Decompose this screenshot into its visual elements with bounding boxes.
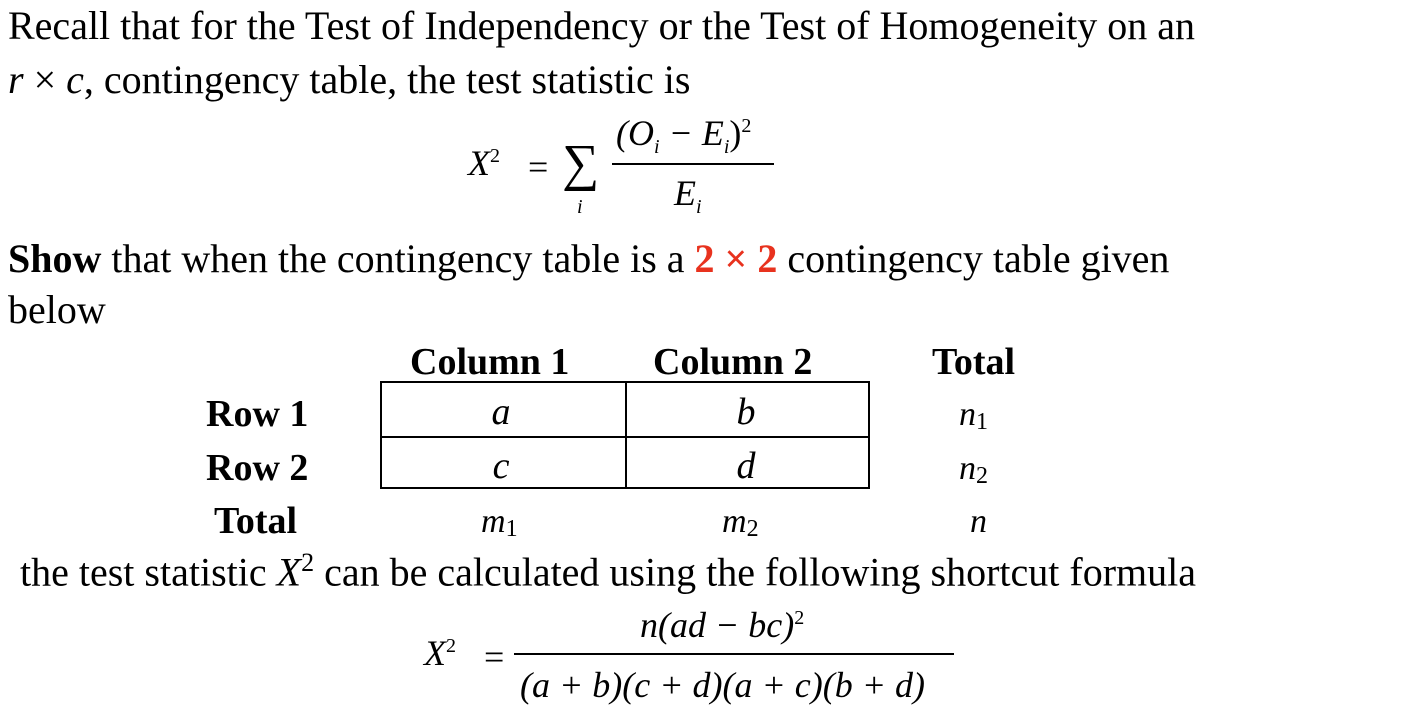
cell-b: b (736, 391, 756, 433)
formula2-denominator: (a + b)(c + d)(a + c)(b + d) (520, 665, 926, 705)
formula2-fraction-bar (514, 653, 954, 655)
formula1-equals: = (528, 147, 549, 187)
row-label-2: Row 2 (206, 447, 309, 489)
var-c: c (66, 57, 84, 102)
row-label-1: Row 1 (206, 393, 309, 435)
col-total-2: $m_2$ (722, 503, 759, 542)
sum-symbol: ∑ (562, 135, 600, 192)
formula2-lhs: $X^2$ (424, 633, 456, 673)
grand-total: n (970, 503, 987, 540)
table-grid (380, 381, 870, 489)
formula1-denominator: $E_i$ (674, 173, 702, 219)
formula1-lhs: $X^2$ (468, 143, 500, 183)
row-total-2: $n_2$ (959, 450, 988, 489)
intro-line-2-rest: , contingency table, the test statistic is (83, 57, 691, 102)
var-x: X (276, 549, 302, 595)
cell-d: d (736, 445, 756, 487)
row-label-total: Total (214, 500, 298, 542)
intro-line-2 (8, 57, 691, 102)
formula2-equals: = (484, 637, 505, 677)
col-total-1: $m_1$ (481, 503, 518, 542)
formula1-numerator: $(O_i - E_i)^2$ (616, 113, 752, 159)
sum-index: i (577, 196, 583, 218)
table-size-highlight: 2 × 2 (694, 236, 778, 281)
formula2-numerator: n(ad − bc)$^2$ (640, 605, 805, 645)
col-header-1: Column 1 (410, 341, 570, 383)
col-header-total: Total (932, 341, 1016, 383)
intro-line-1: Recall that for the Test of Independency or the Test of Homogeneity on an (8, 3, 1196, 48)
col-header-2: Column 2 (653, 341, 813, 383)
cell-c: c (492, 445, 510, 487)
then-line: the test statistic $X^2$ can be calculated using the following shortcut formula (20, 548, 1197, 595)
show-bold-word: Show (8, 236, 102, 281)
show-line-1: Show that when the contingency table is a 2 × 2 contingency table given (8, 236, 1170, 281)
var-r: r (8, 57, 24, 102)
times-sign: × (33, 57, 57, 102)
cell-a: a (491, 391, 511, 433)
row-total-1: $n_1$ (959, 396, 988, 435)
table-vertical-divider (625, 383, 627, 487)
formula1-fraction-bar (612, 163, 774, 165)
show-line-2: below (8, 287, 106, 332)
table-horizontal-divider (382, 436, 868, 438)
